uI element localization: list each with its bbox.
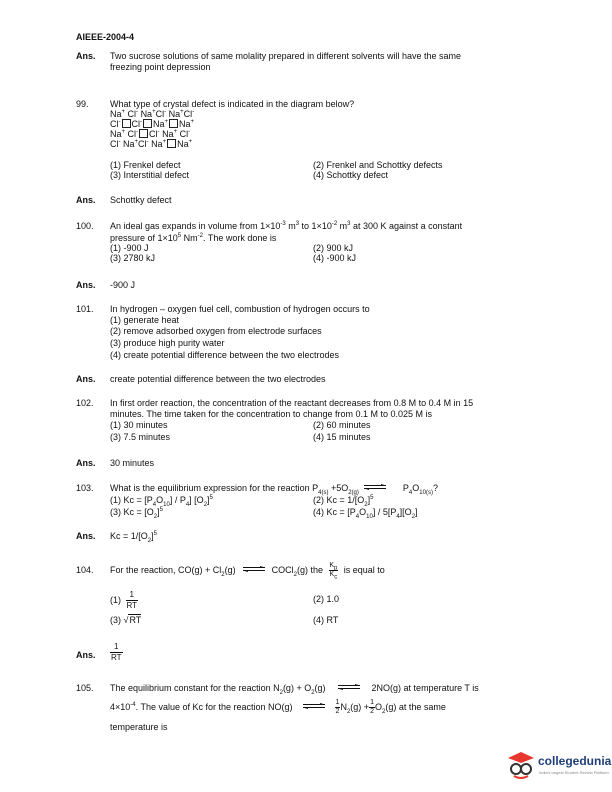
q100-option-1: (1) -900 J: [110, 243, 149, 253]
q103-option-1: (1) $Kc = [P_4O_{10}] / P_4$] $[O_2]^5$: [110, 495, 213, 508]
ans-label: Ans.: [76, 280, 96, 290]
q101-number: 101.: [76, 304, 94, 314]
crystal-row-4: Cl- Na+Cl- Na+ Na+: [110, 139, 193, 149]
vacancy-box: [167, 139, 176, 148]
q101-text: In hydrogen – oxygen fuel cell, combustion of hydrogen occurs to: [110, 304, 370, 314]
sqrt-symbol: √: [123, 615, 129, 625]
page-header: AIEEE-2004-4: [76, 32, 135, 42]
equilibrium-arrow-icon: [362, 484, 388, 490]
q103-option-2: (2) $Kc = 1/[O_2]^5$: [313, 495, 374, 508]
q99-option-4: (4) Schottky defect: [313, 170, 389, 180]
q102-option-4: (4) 15 minutes: [313, 432, 371, 442]
q104-option-2: (2) 1.0: [313, 594, 340, 604]
equilibrium-arrow-icon: [239, 566, 269, 572]
q103-option-3: (3) $Kc = [O_2]^5$: [110, 507, 163, 520]
q103-option-4: (4) $Kc = [P_4O_{10}] / 5[P_4][O_2]$: [313, 507, 418, 520]
q99-option-1: (1) Frenkel defect: [110, 160, 181, 170]
ans-label: Ans.: [76, 458, 96, 468]
crystal-row-1: Na+ Cl- Na+Cl- Na+Cl-: [110, 109, 195, 119]
q104-option-4: (4) RT: [313, 615, 339, 625]
crystal-row-3: Na+ Cl- Cl- Na+ Cl-: [110, 129, 191, 139]
logo-text: collegedunia: [538, 754, 612, 768]
kp-over-kc-fraction: $\frac{K_p}{K_c}$: [329, 562, 338, 581]
q103-text: What is the equilibrium expression for the reaction $P_{4(s)} +5O_{2(g)}$ $P_4O_{10(s)}$?: [110, 483, 438, 496]
prev-answer-line-2: freezing point depression: [110, 62, 211, 72]
vacancy-box: [169, 119, 178, 128]
q104-text: For the reaction, $CO(g) + Cl_2(g)$ COCl$_2$(g) the $\frac{K_p}{K_c}$ is equal to: [110, 562, 385, 581]
q102-option-1: (1) 30 minutes: [110, 420, 168, 430]
q102-option-2: (2) 60 minutes: [313, 420, 371, 430]
q103-number: 103.: [76, 483, 94, 493]
equilibrium-arrow-icon: [334, 684, 364, 690]
q102-option-3: (3) 7.5 minutes: [110, 432, 171, 442]
crystal-row-2: Cl- Cl- Na+ Na+: [110, 119, 195, 129]
q104-answer: [110, 637, 123, 667]
q103-answer: $Kc = 1/[O_2]^5$: [110, 531, 157, 544]
q99-option-3: (3) Interstitial defect: [110, 170, 190, 180]
q100-line-1: An ideal gas expands in volume from $1\times 10^{-3}$ $m^3$ to $1\times 10^{-2}$ $m^3$ at 300 K against a constant: [110, 221, 463, 231]
q102-number: 102.: [76, 398, 94, 408]
q105-number: 105.: [76, 683, 94, 693]
q105-line-2: $4\times 10^{-4}$. The value of Kc for the reaction NO(g) $\frac{1}{2}$ $N_2(g)$ + $\frac{1}{2}$ $O_2(g)$ at the same: [110, 699, 446, 716]
half-fraction: $\frac{1}{2}$: [370, 699, 374, 716]
collegedunia-logo: [506, 748, 610, 782]
vacancy-box: [143, 119, 152, 128]
prev-answer-line-1: Two sucrose solutions of same molality prepared in different solvents will have the same: [110, 51, 462, 61]
q101-option-4: (4) create potential difference between the two electrodes: [110, 350, 339, 360]
one-over-rt-fraction: $\frac{1}{RT}$: [126, 590, 138, 611]
q101-option-2: (2) remove adsorbed oxygen from electrode surfaces: [110, 326, 322, 336]
q104-number: 104.: [76, 565, 94, 575]
half-fraction: $\frac{1}{2}$: [335, 699, 340, 716]
q101-option-1: (1) generate heat: [110, 315, 180, 325]
ans-label: Ans.: [76, 51, 96, 61]
q102-line-1: In first order reaction, the concentration of the reactant decreases from 0.8 M to 0.4 M in 15: [110, 398, 474, 408]
ans-label: Ans.: [76, 195, 96, 205]
q104-option-1: (1) $\frac{1}{RT}$: [110, 590, 138, 611]
logo-tagline: India's largest Student Review Platform: [539, 770, 609, 775]
vacancy-box: [122, 119, 131, 128]
q105-line-3: temperature is: [110, 722, 168, 732]
q104-option-3: (3) √RT: [110, 615, 142, 625]
q100-option-4: (4) -900 kJ: [313, 253, 357, 263]
vacancy-box: [139, 129, 148, 138]
ans-label: Ans.: [76, 531, 96, 541]
ans-label: Ans.: [76, 650, 96, 660]
q100-option-2: (2) 900 kJ: [313, 243, 354, 253]
ans-label: Ans.: [76, 374, 96, 384]
q105-line-1: The equilibrium constant for the reaction $N_2(g) + O_2(g)$ 2NO(g) at temperature T is: [110, 683, 479, 696]
q102-line-2: minutes. The time taken for the concentration to change from 0.1 M to 0.025 M is: [110, 409, 433, 419]
graduation-owl-icon: [506, 750, 536, 780]
q99-number: 99.: [76, 99, 89, 109]
q99-option-2: (2) Frenkel and Schottky defects: [313, 160, 443, 170]
equilibrium-arrow-icon: [299, 703, 329, 709]
q101-answer: create potential difference between the two electrodes: [110, 374, 326, 384]
q100-line-2: pressure of $1\times 10^5$ $Nm^{-2}$. The work done is: [110, 233, 277, 243]
q101-option-3: (3) produce high purity water: [110, 338, 225, 348]
q100-answer: -900 J: [110, 280, 136, 290]
q99-answer: Schottky defect: [110, 195, 172, 205]
q100-number: 100.: [76, 221, 94, 231]
q100-option-3: (3) 2780 kJ: [110, 253, 156, 263]
q99-text: What type of crystal defect is indicated in the diagram below?: [110, 99, 355, 109]
answer-fraction: $\frac{1}{RT}$: [111, 642, 122, 663]
q102-answer: 30 minutes: [110, 458, 155, 468]
